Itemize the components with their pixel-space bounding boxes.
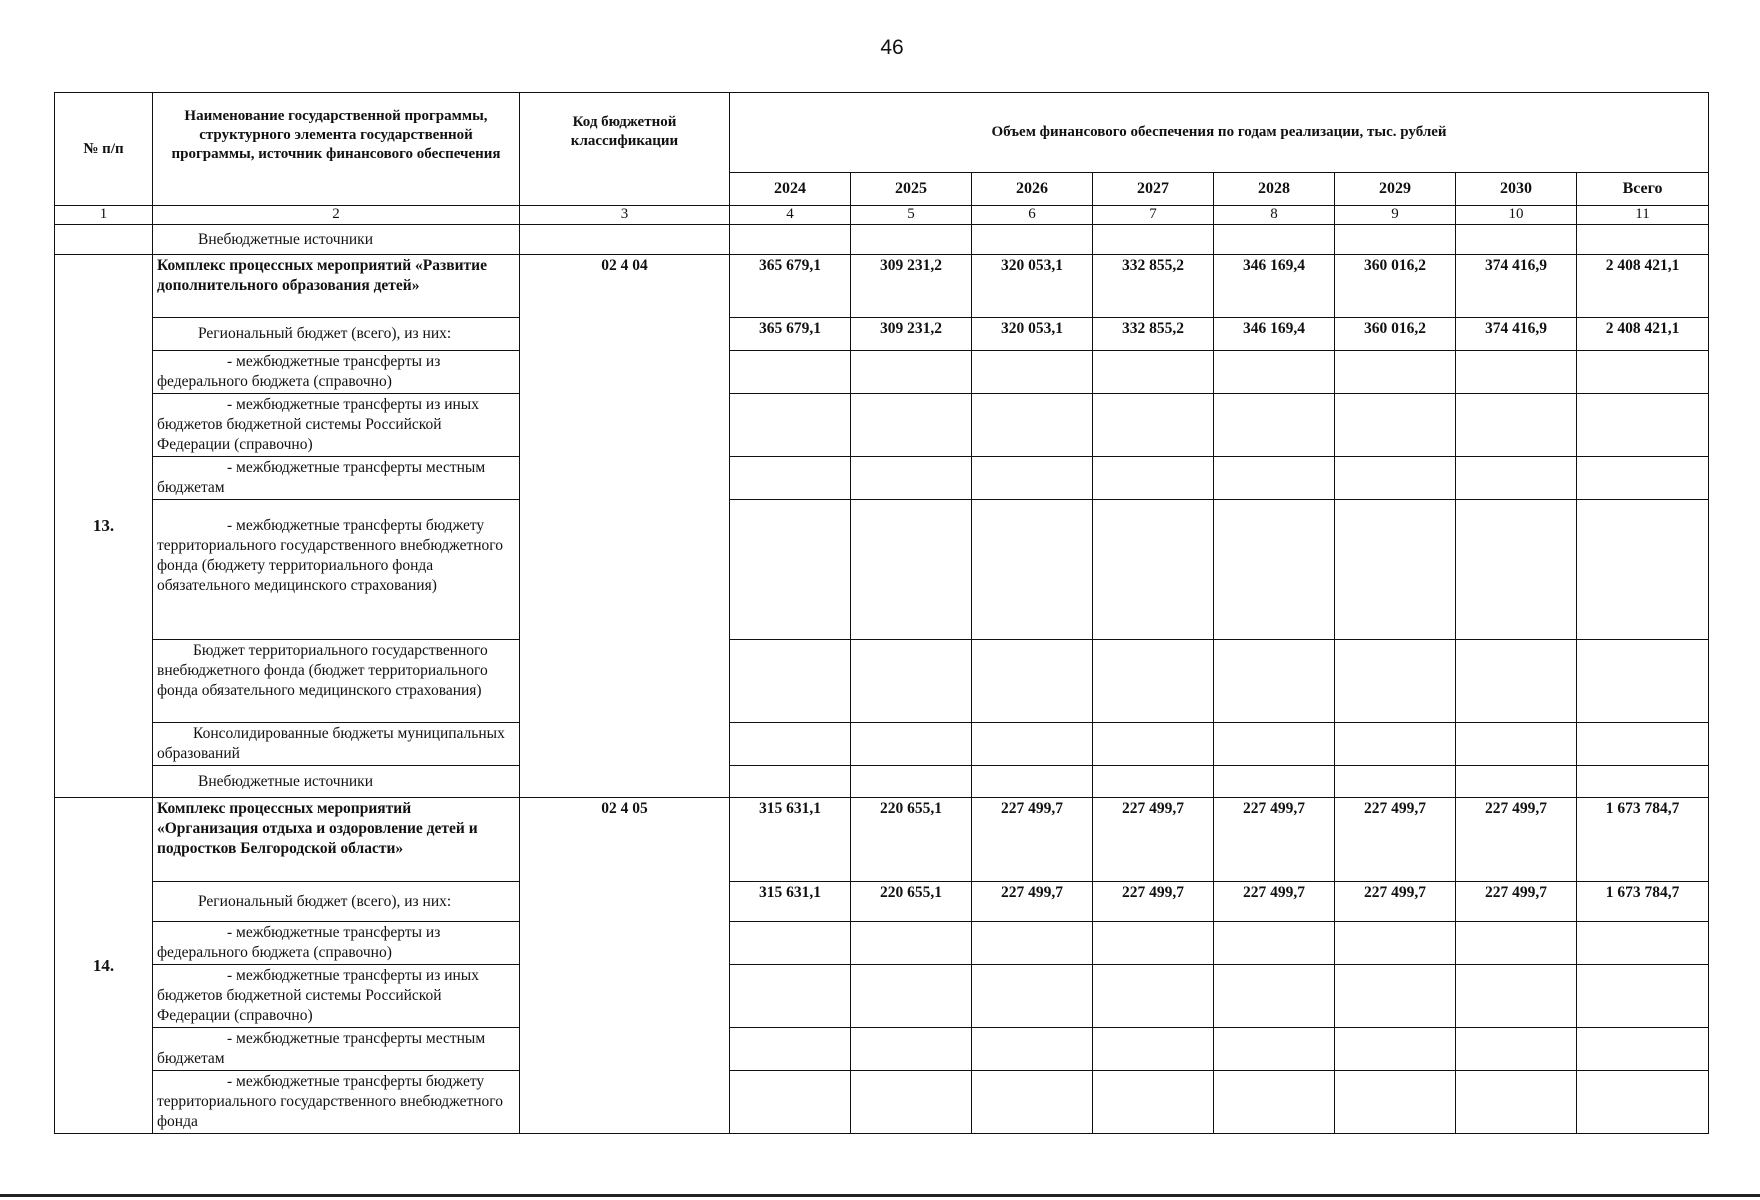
value-cell <box>1456 723 1577 766</box>
table-row <box>55 1028 1709 1071</box>
source-name: Региональный бюджет (всего), из них: <box>153 882 520 922</box>
value-cell <box>1214 640 1335 723</box>
value-cell: 227 499,7 <box>972 882 1093 922</box>
value-cell <box>1456 1028 1577 1071</box>
column-number: 5 <box>851 206 972 225</box>
source-name: - межбюджетные трансферты из иных бюджетов бюджетной системы Российской Федерации (справочно) <box>153 965 520 1028</box>
value-cell: 365 679,1 <box>730 255 851 318</box>
source-name: Консолидированные бюджеты муниципальных образований <box>153 723 520 766</box>
value-cell <box>730 640 851 723</box>
value-cell <box>1214 922 1335 965</box>
value-cell <box>851 500 972 640</box>
value-cell: 2 408 421,1 <box>1577 318 1709 351</box>
table-row <box>55 318 1709 351</box>
header-year: 2026 <box>972 173 1093 206</box>
header-year: 2025 <box>851 173 972 206</box>
value-cell: 227 499,7 <box>1093 798 1214 882</box>
value-cell <box>851 723 972 766</box>
value-cell <box>1577 394 1709 457</box>
value-cell: 220 655,1 <box>851 798 972 882</box>
value-cell <box>972 394 1093 457</box>
header-total: Всего <box>1577 173 1709 206</box>
value-cell <box>851 1071 972 1134</box>
value-cell: 320 053,1 <box>972 255 1093 318</box>
value-cell <box>730 394 851 457</box>
value-cell <box>1577 766 1709 798</box>
value-cell: 1 673 784,7 <box>1577 798 1709 882</box>
value-cell <box>972 1028 1093 1071</box>
value-cell <box>851 1028 972 1071</box>
value-cell: 227 499,7 <box>1214 798 1335 882</box>
value-cell: 365 679,1 <box>730 318 851 351</box>
num-cell <box>55 225 153 255</box>
value-cell <box>1335 766 1456 798</box>
value-cell: 360 016,2 <box>1335 318 1456 351</box>
table-row <box>55 351 1709 394</box>
table-row <box>55 766 1709 798</box>
value-cell: 346 169,4 <box>1214 255 1335 318</box>
value-cell <box>1093 351 1214 394</box>
source-name: Региональный бюджет (всего), из них: <box>153 318 520 351</box>
budget-code: 02 4 05 <box>520 798 730 1134</box>
value-cell <box>851 457 972 500</box>
value-cell <box>1335 225 1456 255</box>
value-cell: 309 231,2 <box>851 318 972 351</box>
header-code: Код бюджетной классификации <box>520 93 730 206</box>
budget-code: 02 4 04 <box>520 255 730 798</box>
source-name: - межбюджетные трансферты из иных бюджетов бюджетной системы Российской Федерации (справочно) <box>153 394 520 457</box>
header-year: 2024 <box>730 173 851 206</box>
column-number: 3 <box>520 206 730 225</box>
value-cell <box>1456 640 1577 723</box>
value-cell <box>1577 1028 1709 1071</box>
value-cell: 227 499,7 <box>1456 882 1577 922</box>
source-name: - межбюджетные трансферты местным бюджетам <box>153 457 520 500</box>
value-cell <box>1577 351 1709 394</box>
value-cell <box>1214 394 1335 457</box>
value-cell: 320 053,1 <box>972 318 1093 351</box>
financing-table <box>54 92 1709 1134</box>
code-cell <box>520 225 730 255</box>
value-cell: 227 499,7 <box>1456 798 1577 882</box>
table-row <box>55 225 1709 255</box>
value-cell <box>1456 225 1577 255</box>
value-cell <box>1577 965 1709 1028</box>
column-number: 11 <box>1577 206 1709 225</box>
table-row <box>55 457 1709 500</box>
value-cell <box>1456 394 1577 457</box>
value-cell <box>1577 723 1709 766</box>
column-number: 4 <box>730 206 851 225</box>
value-cell <box>1093 766 1214 798</box>
value-cell <box>1335 457 1456 500</box>
value-cell <box>1456 351 1577 394</box>
source-name: - межбюджетные трансферты бюджету территориального государственного внебюджетного фонда (бюджету территориального фонда обязательного медицинского страхования) <box>153 500 520 640</box>
section-title-row <box>55 798 1709 882</box>
value-cell <box>1335 1071 1456 1134</box>
value-cell: 2 408 421,1 <box>1577 255 1709 318</box>
value-cell <box>1456 1071 1577 1134</box>
source-name: - межбюджетные трансферты из федерального бюджета (справочно) <box>153 351 520 394</box>
value-cell <box>851 351 972 394</box>
table-row <box>55 394 1709 457</box>
value-cell: 346 169,4 <box>1214 318 1335 351</box>
header-name: Наименование государственной программы, структурного элемента государственной программы, источник финансового обеспечения <box>153 93 520 206</box>
header-year: 2030 <box>1456 173 1577 206</box>
value-cell <box>1093 457 1214 500</box>
value-cell <box>851 394 972 457</box>
value-cell <box>1214 1028 1335 1071</box>
table-row <box>55 882 1709 922</box>
value-cell <box>730 225 851 255</box>
value-cell <box>1335 351 1456 394</box>
value-cell <box>972 500 1093 640</box>
value-cell <box>730 500 851 640</box>
value-cell <box>1456 500 1577 640</box>
header-volume: Объем финансового обеспечения по годам реализации, тыс. рублей <box>730 93 1709 173</box>
value-cell <box>730 1028 851 1071</box>
value-cell: 332 855,2 <box>1093 255 1214 318</box>
value-cell: 360 016,2 <box>1335 255 1456 318</box>
value-cell <box>972 640 1093 723</box>
value-cell: 374 416,9 <box>1456 318 1577 351</box>
value-cell: 315 631,1 <box>730 798 851 882</box>
value-cell <box>1214 766 1335 798</box>
column-number: 1 <box>55 206 153 225</box>
value-cell <box>851 922 972 965</box>
value-cell <box>1093 225 1214 255</box>
section-number: 13. <box>55 255 153 798</box>
value-cell <box>1577 500 1709 640</box>
value-cell <box>1335 922 1456 965</box>
value-cell <box>1335 500 1456 640</box>
value-cell <box>1214 500 1335 640</box>
value-cell <box>1093 394 1214 457</box>
value-cell <box>1577 225 1709 255</box>
source-name: - межбюджетные трансферты из федерального бюджета (справочно) <box>153 922 520 965</box>
value-cell <box>1214 351 1335 394</box>
value-cell <box>1214 225 1335 255</box>
column-numbers-row <box>55 206 1709 225</box>
value-cell <box>730 766 851 798</box>
source-name: Бюджет территориального государственного внебюджетного фонда (бюджет территориального фонда обязательного медицинского страхования) <box>153 640 520 723</box>
table-row <box>55 922 1709 965</box>
column-number: 8 <box>1214 206 1335 225</box>
value-cell <box>1093 965 1214 1028</box>
value-cell: 220 655,1 <box>851 882 972 922</box>
value-cell <box>1093 1028 1214 1071</box>
value-cell <box>972 723 1093 766</box>
header-num: № п/п <box>55 93 153 206</box>
header-year: 2029 <box>1335 173 1456 206</box>
page-bottom-rule <box>0 1194 1760 1197</box>
value-cell <box>730 965 851 1028</box>
value-cell <box>730 457 851 500</box>
value-cell: 332 855,2 <box>1093 318 1214 351</box>
header-year: 2028 <box>1214 173 1335 206</box>
header-row <box>55 93 1709 173</box>
value-cell <box>730 723 851 766</box>
value-cell <box>1214 723 1335 766</box>
value-cell <box>730 1071 851 1134</box>
column-number: 7 <box>1093 206 1214 225</box>
value-cell: 227 499,7 <box>1214 882 1335 922</box>
value-cell: 227 499,7 <box>1335 798 1456 882</box>
section-title: Комплекс процессных мероприятий «Развитие дополнительного образования детей» <box>153 255 520 318</box>
value-cell <box>730 922 851 965</box>
value-cell <box>972 225 1093 255</box>
value-cell <box>851 225 972 255</box>
value-cell: 315 631,1 <box>730 882 851 922</box>
value-cell <box>1577 640 1709 723</box>
column-number: 10 <box>1456 206 1577 225</box>
value-cell <box>1093 640 1214 723</box>
value-cell <box>1577 922 1709 965</box>
value-cell <box>851 766 972 798</box>
value-cell <box>1214 965 1335 1028</box>
value-cell: 227 499,7 <box>972 798 1093 882</box>
value-cell <box>1214 457 1335 500</box>
source-name: Внебюджетные источники <box>153 766 520 798</box>
value-cell <box>1214 1071 1335 1134</box>
column-number: 9 <box>1335 206 1456 225</box>
value-cell <box>1456 965 1577 1028</box>
value-cell <box>730 351 851 394</box>
header-year: 2027 <box>1093 173 1214 206</box>
value-cell <box>972 766 1093 798</box>
value-cell: 374 416,9 <box>1456 255 1577 318</box>
value-cell <box>972 457 1093 500</box>
source-name: - межбюджетные трансферты бюджету территориального государственного внебюджетного фонда <box>153 1071 520 1134</box>
source-name: - межбюджетные трансферты местным бюджетам <box>153 1028 520 1071</box>
table-row <box>55 965 1709 1028</box>
value-cell <box>972 1071 1093 1134</box>
value-cell <box>1093 1071 1214 1134</box>
value-cell: 227 499,7 <box>1093 882 1214 922</box>
value-cell <box>1456 766 1577 798</box>
value-cell <box>1335 394 1456 457</box>
value-cell <box>972 922 1093 965</box>
value-cell <box>1093 922 1214 965</box>
table-row <box>55 1071 1709 1134</box>
source-name: Внебюджетные источники <box>153 225 520 255</box>
value-cell <box>1335 1028 1456 1071</box>
page-number: 46 <box>880 36 904 59</box>
value-cell <box>1577 457 1709 500</box>
value-cell <box>972 351 1093 394</box>
value-cell <box>1335 640 1456 723</box>
value-cell <box>1335 965 1456 1028</box>
value-cell <box>1335 723 1456 766</box>
table-row <box>55 500 1709 640</box>
value-cell <box>851 640 972 723</box>
value-cell: 309 231,2 <box>851 255 972 318</box>
column-number: 2 <box>153 206 520 225</box>
table-row <box>55 640 1709 723</box>
section-title-row <box>55 255 1709 318</box>
value-cell <box>1093 723 1214 766</box>
value-cell <box>1093 500 1214 640</box>
value-cell <box>1577 1071 1709 1134</box>
value-cell: 227 499,7 <box>1335 882 1456 922</box>
section-number: 14. <box>55 798 153 1134</box>
value-cell <box>1456 922 1577 965</box>
value-cell: 1 673 784,7 <box>1577 882 1709 922</box>
value-cell <box>972 965 1093 1028</box>
value-cell <box>1456 457 1577 500</box>
table-row <box>55 723 1709 766</box>
value-cell <box>851 965 972 1028</box>
section-title: Комплекс процессных мероприятий «Организация отдыха и оздоровление детей и подростков Белгородской области» <box>153 798 520 882</box>
column-number: 6 <box>972 206 1093 225</box>
